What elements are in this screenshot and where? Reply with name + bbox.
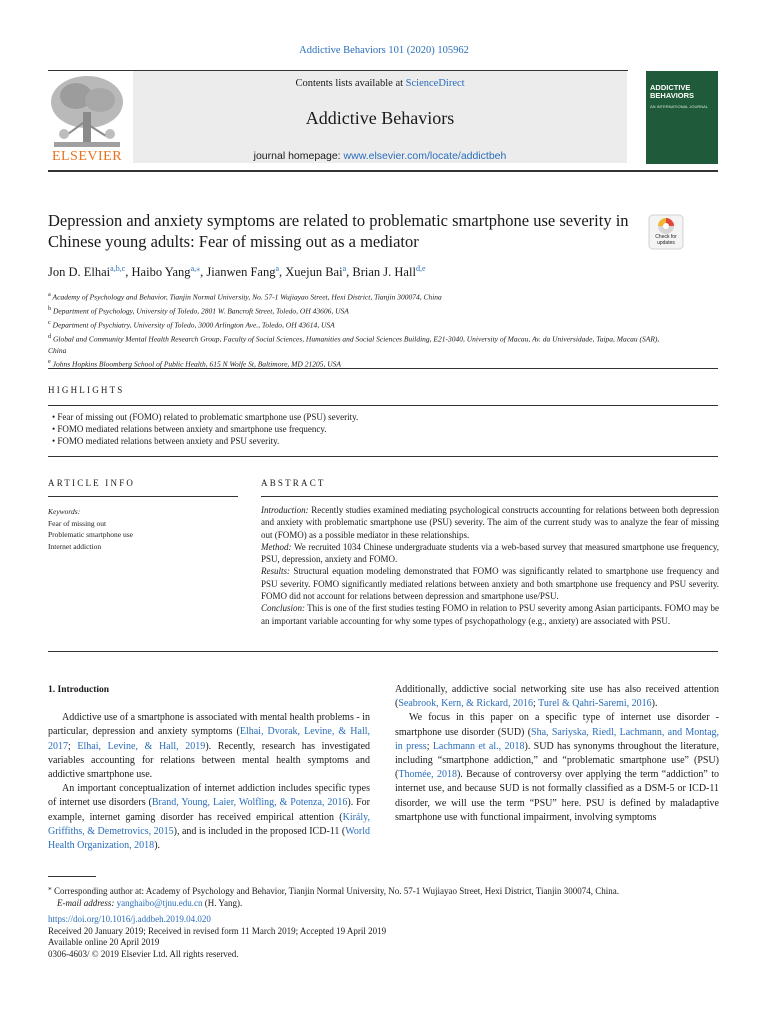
citation-link[interactable]: Lachmann et al., 2018 — [432, 740, 525, 752]
affiliation-marker: d — [48, 332, 52, 340]
abstract-heading: ABSTRACT — [261, 478, 326, 488]
affiliation-marker: c — [48, 318, 51, 326]
author-affiliation-marker[interactable]: a — [342, 264, 347, 273]
body-text: Additionally, addictive social networking site use has also received attention ( — [395, 684, 719, 710]
highlight-item: • FOMO mediated relations between anxiety and PSU severity. — [52, 435, 712, 447]
affiliation-list — [48, 289, 668, 370]
highlights-heading: HIGHLIGHTS — [48, 385, 125, 395]
section-rule — [261, 496, 718, 497]
email-link[interactable]: yanghaibo@tjnu.edu.cn — [116, 898, 203, 908]
header-bottom-rule — [48, 170, 718, 172]
sciencedirect-link[interactable]: ScienceDirect — [405, 78, 465, 89]
highlights-list — [52, 411, 712, 447]
available-online: Available online 20 April 2019 — [48, 937, 160, 947]
journal-title: Addictive Behaviors — [305, 108, 455, 128]
email-suffix: (H. Yang). — [202, 898, 243, 908]
citation-link[interactable]: Elhai, Dvorak, Levine, & Hall, 2017 — [48, 726, 370, 752]
highlight-item: • FOMO mediated relations between anxiety and smartphone use frequency. — [52, 423, 712, 435]
citation-link[interactable]: Seabrook, Kern, & Rickard, 2016 — [398, 698, 534, 710]
author-separator: , — [346, 265, 353, 280]
section-rule — [48, 405, 718, 406]
body-right-column — [395, 683, 719, 825]
email-label: E-mail address: — [57, 898, 115, 908]
author-name[interactable]: Jon D. Elhai — [48, 265, 111, 280]
author-affiliation-marker[interactable]: a,⁎ — [190, 264, 201, 273]
highlight-item: • Fear of missing out (FOMO) related to problematic smartphone use (PSU) severity. — [52, 411, 712, 423]
copyright: 0306-4603/ © 2019 Elsevier Ltd. All rights reserved. — [48, 948, 239, 959]
body-text: ). For example, internet gaming disorder has received empirical attention ( — [48, 797, 370, 823]
affiliation-item — [48, 317, 668, 331]
contents-prefix: Contents lists available at — [295, 78, 406, 89]
affiliation-marker: e — [48, 358, 51, 366]
body-text: ). Because of controversy over applying the term “addiction” to internet use, and because SUD is not formally classified as a DSM-5 or ICD-11 disorder, we will use the term “PSU” here. PSU is defined by maladaptive smartphone use with functional impairment, involving symptoms — [395, 769, 720, 823]
abstract-paragraph: Structural equation modeling demonstrated that FOMO was significantly related to smartphone use frequency and PSU severity. FOMO significantly mediated relations between anxiety and both smartphone use frequency and PSU severity. FOMO did not account for relations between depression and smartphone use/PSU. — [261, 566, 719, 602]
author-affiliation-marker[interactable]: a,b,c — [110, 264, 126, 273]
body-paragraph — [395, 683, 719, 711]
affiliation-text: Department of Psychology, University of Toledo, 2801 W. Bancroft Street, Toledo, OH 43606, USA — [53, 306, 349, 316]
received-dates: Received 20 January 2019; Received in revised form 11 March 2019; Accepted 19 April 2019 — [48, 925, 387, 936]
keyword-item[interactable]: Internet addiction — [48, 541, 102, 551]
author-name[interactable]: Brian J. Hall — [352, 265, 416, 280]
author-affiliation-marker[interactable]: d,e — [415, 264, 426, 273]
body-text: ; — [426, 740, 433, 752]
corresponding-author-note — [48, 882, 718, 897]
author-name[interactable]: Haibo Yang — [131, 265, 191, 280]
crossmark-label: Check for updates — [655, 234, 677, 246]
affiliation-text: Global and Community Mental Health Research Group, Faculty of Social Sciences, Humanities and Social Sciences Building, E21-3040, University of Macau, Av. da Universidade, Taipa, Macau (SAR), China — [48, 334, 660, 355]
body-left-column — [48, 683, 370, 853]
affiliation-marker: a — [48, 291, 51, 298]
article-meta — [48, 914, 718, 960]
section-rule — [48, 456, 718, 457]
author-separator: , — [125, 265, 132, 280]
body-paragraph — [395, 711, 719, 825]
abstract-label: Introduction: — [261, 505, 309, 515]
affiliation-text: Johns Hopkins Bloomberg School of Public Health, 615 N Wolfe St, Baltimore, MD 21205, USA — [52, 359, 341, 369]
affiliation-text: Academy of Psychology and Behavior, Tianjin Normal University, No. 57-1 Wujiayao Street, Hexi District, Tianjin 300074, China — [52, 292, 442, 302]
body-paragraph — [48, 782, 370, 853]
body-text: ). SUD has synonyms throughout the literature, including “smartphone addiction,” and “problematic smartphone use” (PSU) ( — [395, 740, 719, 781]
journal-reference-link[interactable]: Addictive Behaviors 101 (2020) 105962 — [299, 45, 469, 56]
email-line — [48, 897, 718, 909]
spacer — [48, 697, 370, 711]
affiliation-text: Department of Psychiatry, University of Toledo, 3000 Arlington Ave., Toledo, OH 43614, USA — [52, 320, 335, 330]
body-text: ). Recently, research has investigated variables accounting for relations between mental health symptoms and addictive smartphone use. — [48, 740, 371, 781]
abstract-results — [261, 565, 719, 602]
contents-availability — [133, 78, 627, 89]
citation-link[interactable]: Elhai, Levine, & Hall, 2019 — [77, 740, 206, 752]
citation-link[interactable]: Király, Griffiths, & Demetrovics, 2015 — [48, 811, 370, 837]
body-text: ; — [533, 698, 539, 710]
citation-link[interactable]: Thomée, 2018 — [398, 769, 457, 781]
author-list — [48, 264, 668, 280]
keywords-block — [48, 506, 238, 552]
body-text: ). — [154, 840, 161, 852]
footnote-rule — [48, 876, 96, 877]
footnote-text: Corresponding author at: Academy of Psychology and Behavior, Tianjin Normal University, No. 57-1 Wujiayao Street, Hexi District, Tianjin 300074, China. — [54, 886, 619, 896]
citation-link[interactable]: Turel & Qahri-Saremi, 2016 — [538, 698, 652, 710]
affiliation-marker: b — [48, 304, 52, 312]
abstract-label: Conclusion: — [261, 603, 305, 614]
body-text: We focus in this paper on a specific type of internet use disorder - smartphone use disorder (SUD) ( — [395, 712, 719, 738]
homepage-prefix: journal homepage: — [253, 150, 344, 162]
abstract-label: Results: — [261, 566, 290, 577]
keyword-item[interactable]: Fear of missing out — [48, 518, 107, 528]
section-rule — [48, 368, 718, 369]
article-info-heading: ARTICLE INFO — [48, 478, 136, 488]
abstract-method — [261, 541, 719, 566]
article-title: Depression and anxiety symptoms are related to problematic smartphone use severity in Chinese young adults: Fear of missing out as a mediator — [48, 211, 629, 251]
abstract-label: Method: — [261, 541, 292, 552]
footnote-marker: ⁎ — [48, 883, 52, 892]
affiliation-item — [48, 331, 668, 356]
author-separator: , — [279, 265, 286, 280]
footnote — [48, 882, 718, 909]
abstract-conclusion — [261, 602, 719, 627]
author-name[interactable]: Jianwen Fang — [206, 265, 276, 280]
section-rule — [48, 496, 238, 497]
body-text: ; — [68, 740, 78, 752]
keyword-item[interactable]: Problematic smartphone use — [48, 530, 133, 539]
citation-link[interactable]: Sha, Sariyska, Riedl, Lachmann, and Montag, in press — [395, 726, 720, 752]
author-affiliation-marker[interactable]: a — [275, 264, 280, 273]
abstract-text — [261, 504, 719, 627]
affiliation-item — [48, 303, 668, 317]
cover-title: ADDICTIVE BEHAVIORS — [650, 83, 695, 100]
keywords-label: Keywords: — [48, 507, 81, 516]
body-text: An important conceptualization of internet addiction includes specific types of internet use disorders ( — [48, 783, 370, 809]
doi-link[interactable]: https://doi.org/10.1016/j.addbeh.2019.04.020 — [48, 914, 211, 924]
introduction-heading: 1. Introduction — [48, 685, 110, 695]
author-separator: , — [200, 265, 207, 280]
author-name[interactable]: Xuejun Bai — [285, 265, 343, 280]
body-text: ), and is included in the proposed ICD-11 ( — [173, 825, 346, 837]
publisher-name: ELSEVIER — [51, 149, 123, 164]
body-text: Addictive use of a smartphone is associated with mental health problems - in particular, depression and anxiety symptoms ( — [48, 712, 370, 738]
section-rule — [48, 651, 718, 652]
abstract-introduction — [261, 504, 719, 541]
citation-link[interactable]: Brand, Young, Laier, Wolfling, & Potenza, 2016 — [151, 797, 348, 809]
body-text: ). — [651, 698, 658, 710]
journal-homepage — [133, 150, 627, 162]
cover-subtitle: AN INTERNATIONAL JOURNAL — [650, 104, 709, 109]
affiliation-item — [48, 289, 668, 303]
abstract-paragraph: Recently studies examined mediating psychological constructs accounting for relations between both depression and anxiety with problematic smartphone use (PSU) severity. The aim of the current study was to analyze the fear of missing out (FOMO) as a possible mediator in these relationships. — [261, 505, 720, 540]
abstract-paragraph: We recruited 1034 Chinese undergraduate students via a web-based survey that measured smartphone use frequency, PSU, depression, anxiety and FOMO. — [261, 541, 719, 565]
citation-link[interactable]: World Health Organization, 2018 — [48, 825, 370, 852]
body-paragraph — [48, 711, 370, 782]
abstract-paragraph: This is one of the first studies testing FOMO in relation to PSU severity among Asian participants. FOMO may be an important variable accounting for why some types of psychopathology (e.g., anxiety) are associated with PSU. — [261, 603, 719, 626]
journal-homepage-link[interactable]: www.elsevier.com/locate/addictbeh — [343, 150, 507, 162]
